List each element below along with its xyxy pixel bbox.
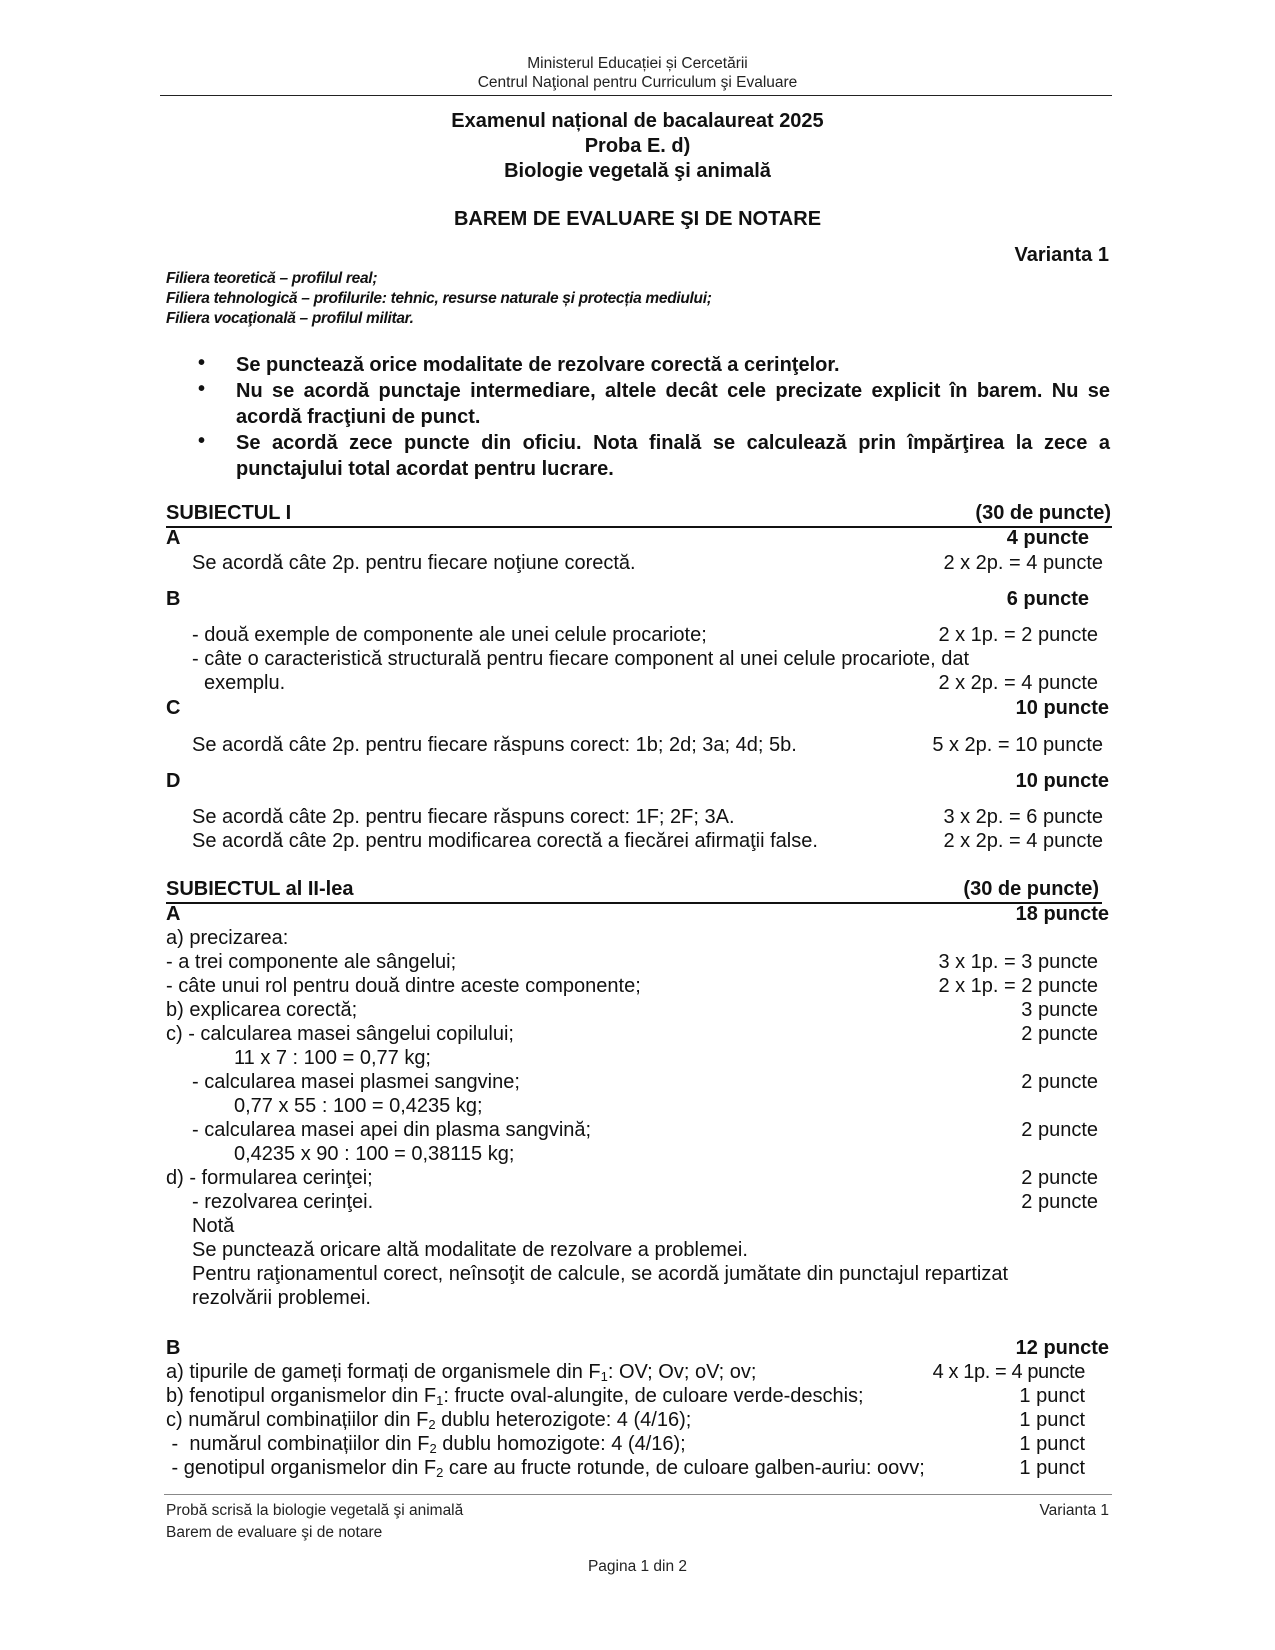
criterion-text: b) fenotipul organismelor din $F_1$: fructe oval-alungite, de culoare verde-deschis; [166,1385,864,1408]
criterion-text: d) - formularea cerinţei; [166,1167,373,1189]
criterion-score: 2 puncte [1021,1071,1098,1093]
note-text: Se punctează oricare altă modalitate de rezolvare a problemei. [192,1239,748,1261]
section-b-letter: B [166,588,181,610]
criterion-text: - câte o caracteristică structurală pentru fiecare component al unei celule procariote, dat [192,648,970,670]
criterion-text: - calcularea masei apei din plasma sangvină; [192,1119,592,1141]
section-d-points: 10 puncte [1015,770,1109,792]
footer-divider [164,1494,1112,1495]
criterion-score: 2 x 2p. = 4 puncte [943,830,1103,852]
section-c-letter: C [166,697,181,719]
criterion-score: 1 punct [1019,1457,1085,1479]
header-divider [160,95,1112,96]
footer-left-2: Barem de evaluare şi de notare [166,1524,383,1541]
criterion-text: Se acordă câte 2p. pentru fiecare noţiune corectă. [192,552,636,574]
note-label: Notă [192,1215,235,1237]
section-a-letter: A [166,527,181,549]
criterion-score: 3 x 2p. = 6 puncte [943,806,1103,828]
ministry-name: Ministerul Educației și Cercetării [527,55,748,72]
rule-item: Se acordă zece puncte din oficiu. Nota finală se calculează prin împărţirea la zece a punctajului total acordat pentru lucrare. [236,432,1110,480]
criterion-text: - două exemple de componente ale unei celule procariote; [192,624,707,646]
criterion-text: exemplu. [204,672,286,694]
criterion-text: a) precizarea: [166,927,289,949]
subiect1-underline [166,526,1112,528]
criterion-text: - calcularea masei plasmei sangvine; [192,1071,520,1093]
note-text: Pentru raţionamentul corect, neînsoţit de calcule, se acordă jumătate din punctajul repartizat [192,1263,1009,1285]
criterion-score: 2 puncte [1021,1191,1098,1213]
rule-item: Nu se acordă punctaje intermediare, altele decât cele precizate explicit în barem. Nu se acordă fracţiuni de punct. [236,380,1110,428]
calculation: 0,4235 x 90 : 100 = 0,38115 kg; [234,1143,515,1165]
section-a-points: 4 puncte [1006,527,1089,549]
criterion-score: 2 puncte [1021,1167,1098,1189]
criterion-text: c) numărul combinațiilor din $F_2$ dublu heterozigote: 4 (4/16); [166,1409,692,1432]
page-number: Pagina 1 din 2 [587,1558,688,1575]
criterion-score: 2 x 2p. = 4 puncte [943,552,1103,574]
criterion-score: 2 x 2p. = 4 puncte [938,672,1098,694]
criterion-score: 3 x 1p. = 3 puncte [938,951,1098,973]
criterion-score: 2 x 1p. = 2 puncte [938,624,1098,646]
criterion-text: - numărul combinațiilor din $F_2$ dublu homozigote: 4 (4/16); [166,1433,686,1456]
subiect1-title: SUBIECTUL I [166,502,292,524]
bullet-icon: • [198,430,206,452]
criterion-text: b) explicarea corectă; [166,999,358,1021]
criterion-text: a) tipurile de gameți formați de organismele din $F_1$: OV; Ov; oV; ov; [166,1361,757,1384]
section-b-points: 6 puncte [1006,588,1089,610]
calculation: 0,77 x 55 : 100 = 0,4235 kg; [234,1095,483,1117]
criterion-score: 3 puncte [1021,999,1098,1021]
criterion-text: Se acordă câte 2p. pentru fiecare răspuns corect: 1b; 2d; 3a; 4d; 5b. [192,734,797,756]
criterion-score: 2 puncte [1021,1119,1098,1141]
subiect2-title: SUBIECTUL al II-lea [166,878,354,900]
subiect2-underline [166,902,1102,904]
subiect1-points: (30 de puncte) [975,502,1111,524]
bullet-icon: • [198,352,206,374]
filiera-vocationala: Filiera vocaţională – profilul militar. [166,310,414,327]
criterion-score: 2 puncte [1021,1023,1098,1045]
criterion-text: - genotipul organismelor din $F_2$ care au fructe rotunde, de culoare galben-auriu: oovv; [166,1457,925,1480]
criterion-text: - câte unui rol pentru două dintre aceste componente; [166,975,641,997]
criterion-text: c) - calcularea masei sângelui copilului; [166,1023,514,1045]
section-d-letter: D [166,770,181,792]
criterion-score: 1 punct [1019,1385,1085,1407]
exam-title: Examenul național de bacalaureat 2025 [451,110,824,132]
filiera-tehnologica: Filiera tehnologică – profilurile: tehnic, resurse naturale și protecția mediului; [166,290,712,307]
footer-variant: Varianta 1 [1039,1502,1109,1519]
section-b-points: 12 puncte [1015,1337,1109,1359]
footer-left-1: Probă scrisă la biologie vegetală şi animală [166,1502,464,1519]
variant-label: Varianta 1 [1014,244,1109,266]
bullet-icon: • [198,378,206,400]
criterion-text: - rezolvarea cerinţei. [192,1191,374,1213]
criterion-score: 2 x 1p. = 2 puncte [938,975,1098,997]
calculation: 11 x 7 : 100 = 0,77 kg; [234,1047,431,1069]
criterion-text: - a trei componente ale sângelui; [166,951,457,973]
filiera-teoretica: Filiera teoretică – profilul real; [166,270,378,287]
subject-title: Biologie vegetală şi animală [504,160,771,182]
subiect2-points: (30 de puncte) [963,878,1099,900]
criterion-score: 4 x 1p. = 4 puncte [932,1361,1085,1383]
proba-title: Proba E. d) [584,135,691,157]
note-text: rezolvării problemei. [192,1287,371,1309]
criterion-score: 5 x 2p. = 10 puncte [932,734,1103,756]
criterion-text: Se acordă câte 2p. pentru modificarea corectă a fiecărei afirmaţii false. [192,830,818,852]
criterion-score: 1 punct [1019,1433,1085,1455]
rule-item: Se punctează orice modalitate de rezolvare corectă a cerinţelor. [236,354,840,376]
center-name: Centrul Naţional pentru Curriculum şi Evaluare [477,74,798,91]
section-b-letter: B [166,1337,181,1359]
criterion-score: 1 punct [1019,1409,1085,1431]
section-c-points: 10 puncte [1015,697,1109,719]
criterion-text: Se acordă câte 2p. pentru fiecare răspuns corect: 1F; 2F; 3A. [192,806,735,828]
section-a-letter: A [166,903,181,925]
section-a-points: 18 puncte [1015,903,1109,925]
barem-title: BAREM DE EVALUARE ŞI DE NOTARE [453,208,822,230]
